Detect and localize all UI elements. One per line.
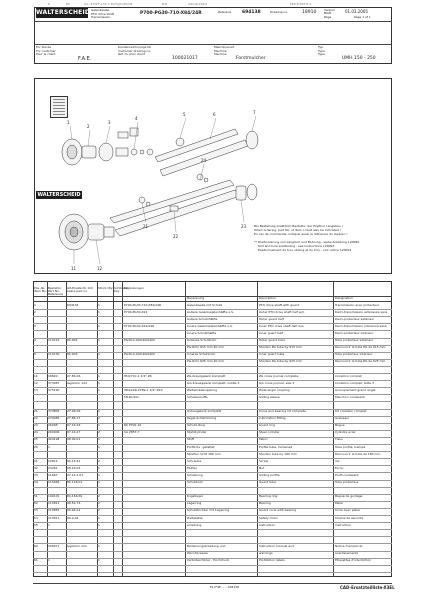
- type-value: UMH 150 - 250: [342, 56, 376, 61]
- table-cell: Croisillon complet, taille 3: [335, 381, 374, 385]
- table-cell: 1: [98, 388, 100, 392]
- table-cell: 1A 2857-7: [124, 431, 140, 435]
- table-cell: 1: [48, 559, 50, 563]
- table-cell: Outer guard tube: [259, 339, 285, 342]
- table-cell: 110811: [48, 502, 60, 506]
- callout-4: 4: [135, 116, 138, 121]
- table-cell: Chaîne de sécurité: [335, 516, 364, 520]
- table-cell: 07.16.27: [67, 431, 81, 435]
- table-cell: 31: [34, 459, 38, 463]
- table-cell: ZG-Kreuzgelenk komplett: [187, 374, 226, 378]
- table-cell: 3: [34, 324, 36, 328]
- table-cell: Anbaugelenk komplett: [187, 410, 221, 413]
- table-cell: 119855: [48, 509, 60, 513]
- table-cell: Äußere Gelenkwellenhälfte o.S.: [187, 310, 235, 314]
- customer-label-en: For customer: [36, 48, 56, 53]
- table-cell: 11: [34, 374, 38, 378]
- table-cell: 21: [34, 410, 38, 413]
- table-cell: 373087: [48, 381, 60, 385]
- col-header-supplements: Ergänzungen: [124, 286, 144, 290]
- table-cell: P700-PG30-X24: [124, 310, 148, 314]
- table-cell: 2: [98, 509, 100, 513]
- table-cell: 404198: [48, 438, 60, 442]
- table-cell: Steel cylinder: [259, 431, 280, 435]
- table-cell: Raccourcir le tube PG de 615 mm: [335, 346, 386, 350]
- table-cell: 27.14.1.01: [67, 473, 84, 477]
- table-cell: 23: [34, 424, 38, 428]
- table-cell: 11667: [48, 473, 58, 477]
- table-cell: 1: [98, 374, 100, 378]
- table-cell: 850/710-1 3/4"-Z6: [124, 374, 152, 378]
- table-cell: PTO drive shaft with guard: [259, 303, 299, 307]
- table-row-divider: [33, 536, 392, 537]
- sheet-label: Blatt: [324, 11, 332, 15]
- table-cell: Profile tube, hardened: [259, 445, 293, 449]
- brand-logo-bottom: WALTERSCHEID: [37, 192, 81, 198]
- table-cell: 08.18.05: [67, 466, 81, 470]
- footer-title: CAD-Ersatzteilliste-X3EL: [340, 585, 395, 590]
- table-cell: Innere Gelenkwellenhälfte o.S.: [187, 324, 233, 328]
- callout-5: 5: [183, 112, 186, 117]
- table-cell: Outer guard half: [259, 317, 284, 321]
- col-header-key: Schlüssel Key: [114, 286, 128, 293]
- callout-1: 1: [67, 120, 70, 125]
- table-cell: 1: [98, 324, 100, 328]
- table-cell: Bedienungsanleitung und: [187, 544, 226, 548]
- table-cell: Inner guard tube: [259, 353, 285, 357]
- table-cell: Schraube: [187, 459, 202, 463]
- table-cell: Transmission avec protecteur: [335, 303, 380, 307]
- table-cell: 90.50.74: [67, 502, 81, 506]
- table-cell: legonton 221: [67, 544, 87, 548]
- table-row-divider: [33, 565, 392, 566]
- note-line-5: ** Positionierung von Langloch und Bohrung - siehe Anleitung 120080: [254, 240, 360, 244]
- callout-23: 23: [241, 224, 247, 229]
- table-cell: Schiebung: [187, 473, 203, 477]
- table-cell: Fabric: [259, 438, 268, 442]
- table-cell: Sliding sleeve: [259, 395, 280, 399]
- callout-24: 24: [201, 158, 207, 163]
- table-cell: 55: [34, 523, 38, 527]
- table-cell: 90.94.02: [67, 509, 81, 513]
- table-cell: 12812: [48, 459, 58, 463]
- table-cell: Sliding profile: [259, 473, 280, 477]
- table-cell: Warnhinweise: [187, 552, 208, 555]
- table-cell: 110811: [48, 516, 60, 520]
- table-cell: Verbotsschilder - Hochdruck: [187, 559, 230, 563]
- table-cell: Schiebemuffe: [187, 395, 208, 399]
- type-label-de: Typ: [318, 45, 324, 49]
- table-cell: Äußeres Schutzrohr: [187, 339, 217, 342]
- table-cell: 53: [34, 509, 38, 513]
- table-cell: 08.09.01: [67, 438, 81, 442]
- table-cell: Cylindre acier: [335, 431, 356, 435]
- table-cell: Lubrication fitting: [259, 417, 286, 421]
- customer-drawing-label-de: Kundenzeichnungs-Nr.: [118, 45, 152, 49]
- table-cell: Stahlzylinder: [187, 431, 207, 435]
- table-cell: 1: [98, 473, 100, 477]
- table-cell: Demi-transmission intérieure sans: [335, 324, 387, 328]
- callout-11: 11: [71, 266, 77, 271]
- table-cell: Croisillon complet: [335, 374, 362, 378]
- table-cell: Tube protecteur intérieur: [335, 353, 373, 357]
- note-line-3: En cas de commande, indiquer aussi la référence du repère I !: [254, 232, 348, 236]
- table-cell: X84/24R-2789-1 3/4"-Z20: [124, 388, 163, 392]
- table-cell: Tissu: [335, 438, 343, 442]
- table-cell: M140/20x: [124, 395, 139, 399]
- table-cell: 27.96.06: [67, 410, 81, 413]
- table-cell: 1: [98, 438, 100, 442]
- table-cell: GG-Kreuzgelenk komplett, Größe 3: [187, 381, 240, 385]
- version-label: Version: [324, 7, 336, 12]
- table-cell: Haltekette: [187, 516, 203, 520]
- table-cell: Weitwinkelkupplung: [187, 388, 218, 392]
- table-cell: Outer PTO drive shaft half w/o: [259, 310, 305, 314]
- table-cell: 80,902: [67, 339, 78, 342]
- table-cell: PG30-X-000-RGX400: [124, 339, 155, 342]
- table-cell: Écrou: [335, 466, 344, 470]
- page-value: Page 1 of 1: [354, 14, 371, 19]
- table-cell: Cône avec palier: [335, 509, 361, 513]
- version-value: 01.03.2005: [345, 9, 368, 14]
- footer-code: EL/F4E....694138: [210, 585, 239, 589]
- table-cell: 1: [98, 410, 100, 413]
- table-cell: Bague de guidage: [335, 495, 363, 499]
- table-cell: Manchon coulissant: [335, 395, 365, 399]
- table-cell: 1: [98, 481, 100, 484]
- table-cell: 12: [34, 381, 38, 385]
- table-cell: Nut: [259, 466, 265, 470]
- table-cell: 1: [98, 516, 100, 520]
- col-header-description: Description: [259, 296, 277, 300]
- table-cell: Guard tube: [259, 481, 276, 484]
- table-row-divider: [33, 487, 392, 488]
- table-cell: Palier: [335, 502, 344, 506]
- type-label-en: Type: [318, 48, 325, 53]
- table-cell: 4: [34, 339, 36, 342]
- table-cell: 33: [34, 473, 38, 477]
- col-header-designation: Désignation: [335, 296, 353, 300]
- table-cell: legonton 124: [67, 381, 87, 385]
- table-cell: Screw: [259, 459, 269, 463]
- brand-logo: WALTERSCHEID: [36, 9, 91, 16]
- table-cell: 26906: [48, 424, 58, 428]
- table-cell: 80,903: [67, 353, 78, 357]
- table-cell: 52: [34, 502, 38, 506]
- callout-6: 6: [213, 112, 216, 117]
- drawing-value: 18910: [302, 10, 317, 15]
- table-cell: Inner PTO drive shaft half w/o: [259, 324, 304, 328]
- table-row-divider: [33, 572, 392, 573]
- table-cell: 54: [34, 516, 38, 520]
- table-cell: 90.15.61: [67, 459, 81, 463]
- table-cell: 51: [34, 495, 38, 499]
- table-cell: 80 P700-16: [124, 424, 142, 428]
- customer-label-fr: Pour le client: [36, 52, 56, 56]
- table-cell: 07.16.26: [67, 424, 81, 428]
- table-cell: 2: [98, 459, 100, 463]
- table-cell: Shorten PG tube by 615 mm: [259, 346, 302, 350]
- table-cell: 23061: [48, 466, 58, 470]
- machine-label-de: Maschinenart: [214, 45, 235, 49]
- table-cell: Tube profilé, trempé: [335, 445, 366, 449]
- table-cell: Raccourcir le tube PG de 625 mm: [335, 360, 386, 364]
- col-header-benennung: Benennung: [187, 296, 205, 300]
- table-cell: Demi-protecteur intérieur: [335, 331, 374, 335]
- table-cell: Mutter: [187, 466, 197, 470]
- table-cell: 61: [34, 559, 38, 563]
- table-cell: Kit croisillon complet: [335, 410, 367, 413]
- table-cell: Étiquettes d'interdiction: [335, 559, 372, 563]
- machine-label-en: Machine: [214, 48, 227, 53]
- ref-value: 694138: [242, 10, 261, 15]
- table-cell: Streifen nicht 180 mm: [187, 452, 221, 456]
- machine-value: Forstmulcher: [236, 56, 266, 61]
- table-cell: 1: [98, 353, 100, 357]
- table-cell: 1: [98, 339, 100, 342]
- table-cell: Prohibition labels: [259, 559, 285, 563]
- shaft-label-fr: Transmission: [91, 15, 111, 19]
- table-cell: 27.86.17: [67, 417, 81, 421]
- table-cell: Innere Schutzhälfte: [187, 331, 217, 335]
- table-cell: 25: [34, 438, 38, 442]
- table-cell: 1: [48, 523, 50, 527]
- table-cell: 375190: [48, 388, 60, 392]
- shaft-label-de: Gelenkwelle: [91, 8, 110, 12]
- col-header-qty: Stück Qty: [98, 286, 113, 290]
- table-cell: 100101: [48, 495, 60, 499]
- callout-21: 21: [143, 224, 149, 229]
- table-cell: 80.118.01: [67, 481, 83, 484]
- table-cell: PG30-X-000-RGX400: [124, 353, 155, 357]
- table-cell: Profil coulissant: [335, 473, 359, 477]
- table-cell: PG-Rohr 625 mm 40 mm: [187, 360, 225, 364]
- table-cell: 27.86.06: [67, 374, 81, 378]
- callout-2: 2: [87, 124, 90, 129]
- table-cell: 1: [98, 559, 100, 563]
- table-cell: 1: [98, 523, 100, 527]
- ref-label: Referenz: [218, 10, 232, 14]
- shaft-label-en: PTO drive shaft: [91, 11, 114, 16]
- table-cell: Notice d'emploi et: [335, 544, 363, 548]
- table-cell: 200906: [48, 431, 60, 435]
- col-header-part-no: Bestellnr. Part No. Référence: [48, 286, 64, 296]
- callout-3: 3: [108, 120, 111, 125]
- table-cell: Instruction manual and: [259, 544, 294, 548]
- table-cell: PG-Rohr 615 mm 40 mm: [187, 346, 225, 350]
- table-cell: 22: [34, 417, 38, 421]
- table-cell: Instruction: [335, 523, 352, 527]
- top-code-4: B-B: [162, 2, 168, 6]
- table-cell: 5: [34, 353, 36, 357]
- table-cell: 18820: [48, 374, 58, 378]
- table-cell: 13: [34, 388, 38, 392]
- table-cell: 1: [98, 310, 100, 314]
- table-cell: GG cross journal, size 3: [259, 381, 295, 385]
- table-cell: 2: [98, 417, 100, 421]
- customer-value: F.A.E.: [78, 56, 92, 62]
- top-code-3: S4,,,570FF-155 5 2h(Fg)D(Flhl)B: [84, 2, 133, 6]
- table-cell: Demi-protecteur extérieur: [335, 317, 375, 321]
- note-line-7: Positionnement du trou oblong et du trou - voir notice 120093: [258, 248, 352, 252]
- top-code-6: PRP B-FRP B 4: [290, 2, 312, 6]
- table-cell: Bearing ring: [259, 495, 278, 499]
- table-cell: Schutzrohr: [187, 481, 204, 484]
- table-cell: Instruction: [259, 523, 276, 527]
- table-cell: 1: [98, 303, 100, 307]
- table-cell: 110130: [48, 353, 60, 357]
- table-cell: Schutz-Ring: [187, 424, 205, 428]
- customer-drawing-value: 100021017: [172, 56, 198, 61]
- table-cell: warnings: [259, 552, 273, 555]
- top-code-1: P: [48, 2, 50, 6]
- machine-label-fr: Machine: [214, 52, 227, 56]
- table-row-divider: [33, 366, 392, 367]
- table-cell: Lagerring: [187, 502, 202, 506]
- table-cell: 26: [34, 445, 38, 449]
- customer-drawing-label-fr: Réf. du plan client: [118, 52, 145, 56]
- table-cell: 279085: [48, 417, 60, 421]
- note-line-1: Bei Bestellung zusätzlich Bestellnr. der Position I angeben !: [254, 224, 343, 228]
- table-cell: 1: [98, 544, 100, 548]
- customer-label-de: Für Kunde: [36, 45, 52, 49]
- note-line-2: When ordering, part No. of item I must also be indicated !: [254, 228, 341, 232]
- top-code-2: PS: [66, 2, 70, 6]
- table-cell: Accouplement grand angle: [335, 388, 376, 392]
- table-cell: Anleitung: [187, 523, 202, 527]
- drawing-number: P700-PG30-710-X84/24R: [140, 11, 202, 16]
- table-cell: 1: [98, 424, 100, 428]
- table-cell: 24: [34, 431, 38, 435]
- table-cell: 1: [34, 303, 36, 307]
- customer-drawing-label-en: Customer drawing no.: [118, 48, 152, 53]
- table-cell: Demi-transmission extérieure sans: [335, 310, 388, 314]
- table-cell: 110129: [48, 339, 60, 342]
- table-cell: Raccourcir le tube de 180 mm: [335, 452, 381, 456]
- table-cell: Guard ring: [259, 424, 275, 428]
- table-cell: 34: [34, 481, 38, 484]
- table-cell: Schutztrichter mit Lagerring: [187, 509, 230, 513]
- table-cell: Shorten tube by 180 mm: [259, 452, 297, 456]
- table-cell: ZG cross journal complete: [259, 374, 299, 378]
- callout-7: 7: [253, 110, 256, 115]
- table-cell: Vis: [335, 459, 340, 463]
- table-cell: 2: [98, 502, 100, 506]
- top-code-5: G5G-B-X84/2: [188, 2, 208, 6]
- note-line-6: Slot and hole positioning - see instructions 120093: [258, 244, 335, 248]
- callout-12: 12: [97, 266, 103, 271]
- table-cell: 90.4.02: [67, 516, 79, 520]
- table-cell: 1: [98, 466, 100, 470]
- page-label: Page: [324, 14, 332, 19]
- table-cell: 2: [34, 310, 36, 314]
- table-cell: 2: [98, 495, 100, 499]
- table-cell: 2: [98, 431, 100, 435]
- table-cell: 1: [98, 445, 100, 449]
- table-cell: 80.166.69: [67, 495, 83, 499]
- table-cell: P700-PG30-710-X84/24R: [124, 303, 162, 307]
- table-cell: Cross and bearing kit complete: [259, 410, 306, 413]
- table-row-divider: [33, 401, 392, 402]
- table-cell: Tube protecteur: [335, 481, 359, 484]
- table-cell: Shorten PG tube by 625 mm: [259, 360, 302, 364]
- table-cell: 1: [98, 381, 100, 385]
- table-cell: Gelenkwelle mit Schutz: [187, 303, 223, 307]
- table-cell: Bearing: [259, 502, 271, 506]
- type-label-fr: Type: [318, 52, 325, 56]
- callout-22: 22: [173, 234, 179, 239]
- table-cell: Wide-angle coupling: [259, 388, 290, 392]
- exploded-shaft-diagram: [30, 82, 265, 277]
- table-cell: Stoff: [187, 438, 194, 442]
- table-row-divider: [33, 529, 392, 530]
- table-cell: Äußere Schutzhälfte: [187, 317, 218, 321]
- table-cell: P700-PG30-X24/24R: [124, 324, 155, 328]
- table-cell: Tube protecteur extérieur: [335, 339, 374, 342]
- table-cell: Graisseur: [335, 417, 350, 421]
- table-cell: Inner guard half: [259, 331, 284, 335]
- col-header-item: Pos.-Nr. Item No.: [34, 286, 47, 293]
- table-cell: 306971: [48, 544, 60, 548]
- col-header-old-no: Alt-Ersatz-Nr. Old spare part no.: [67, 286, 93, 293]
- table-cell: Kegel-Schlemmring: [187, 417, 217, 421]
- table-cell: 32: [34, 466, 38, 470]
- drawing-label: Drawing no.: [270, 10, 289, 14]
- table-cell: Safety chain: [259, 516, 278, 520]
- table-cell: 60: [34, 544, 38, 548]
- table-cell: 115666: [48, 481, 60, 484]
- table-cell: avertissements: [335, 552, 359, 555]
- table-cell: 379805: [48, 410, 60, 413]
- table-cell: Guard cone with bearing: [259, 509, 297, 513]
- table-cell: Profilrohr, gefettet: [187, 445, 215, 449]
- table-cell: 694132: [67, 303, 79, 307]
- table-cell: Kugellager: [187, 495, 203, 499]
- table-cell: 1: [48, 445, 50, 449]
- table-cell: Inneres Schutzrohr: [187, 353, 216, 357]
- table-cell: Bague: [335, 424, 345, 428]
